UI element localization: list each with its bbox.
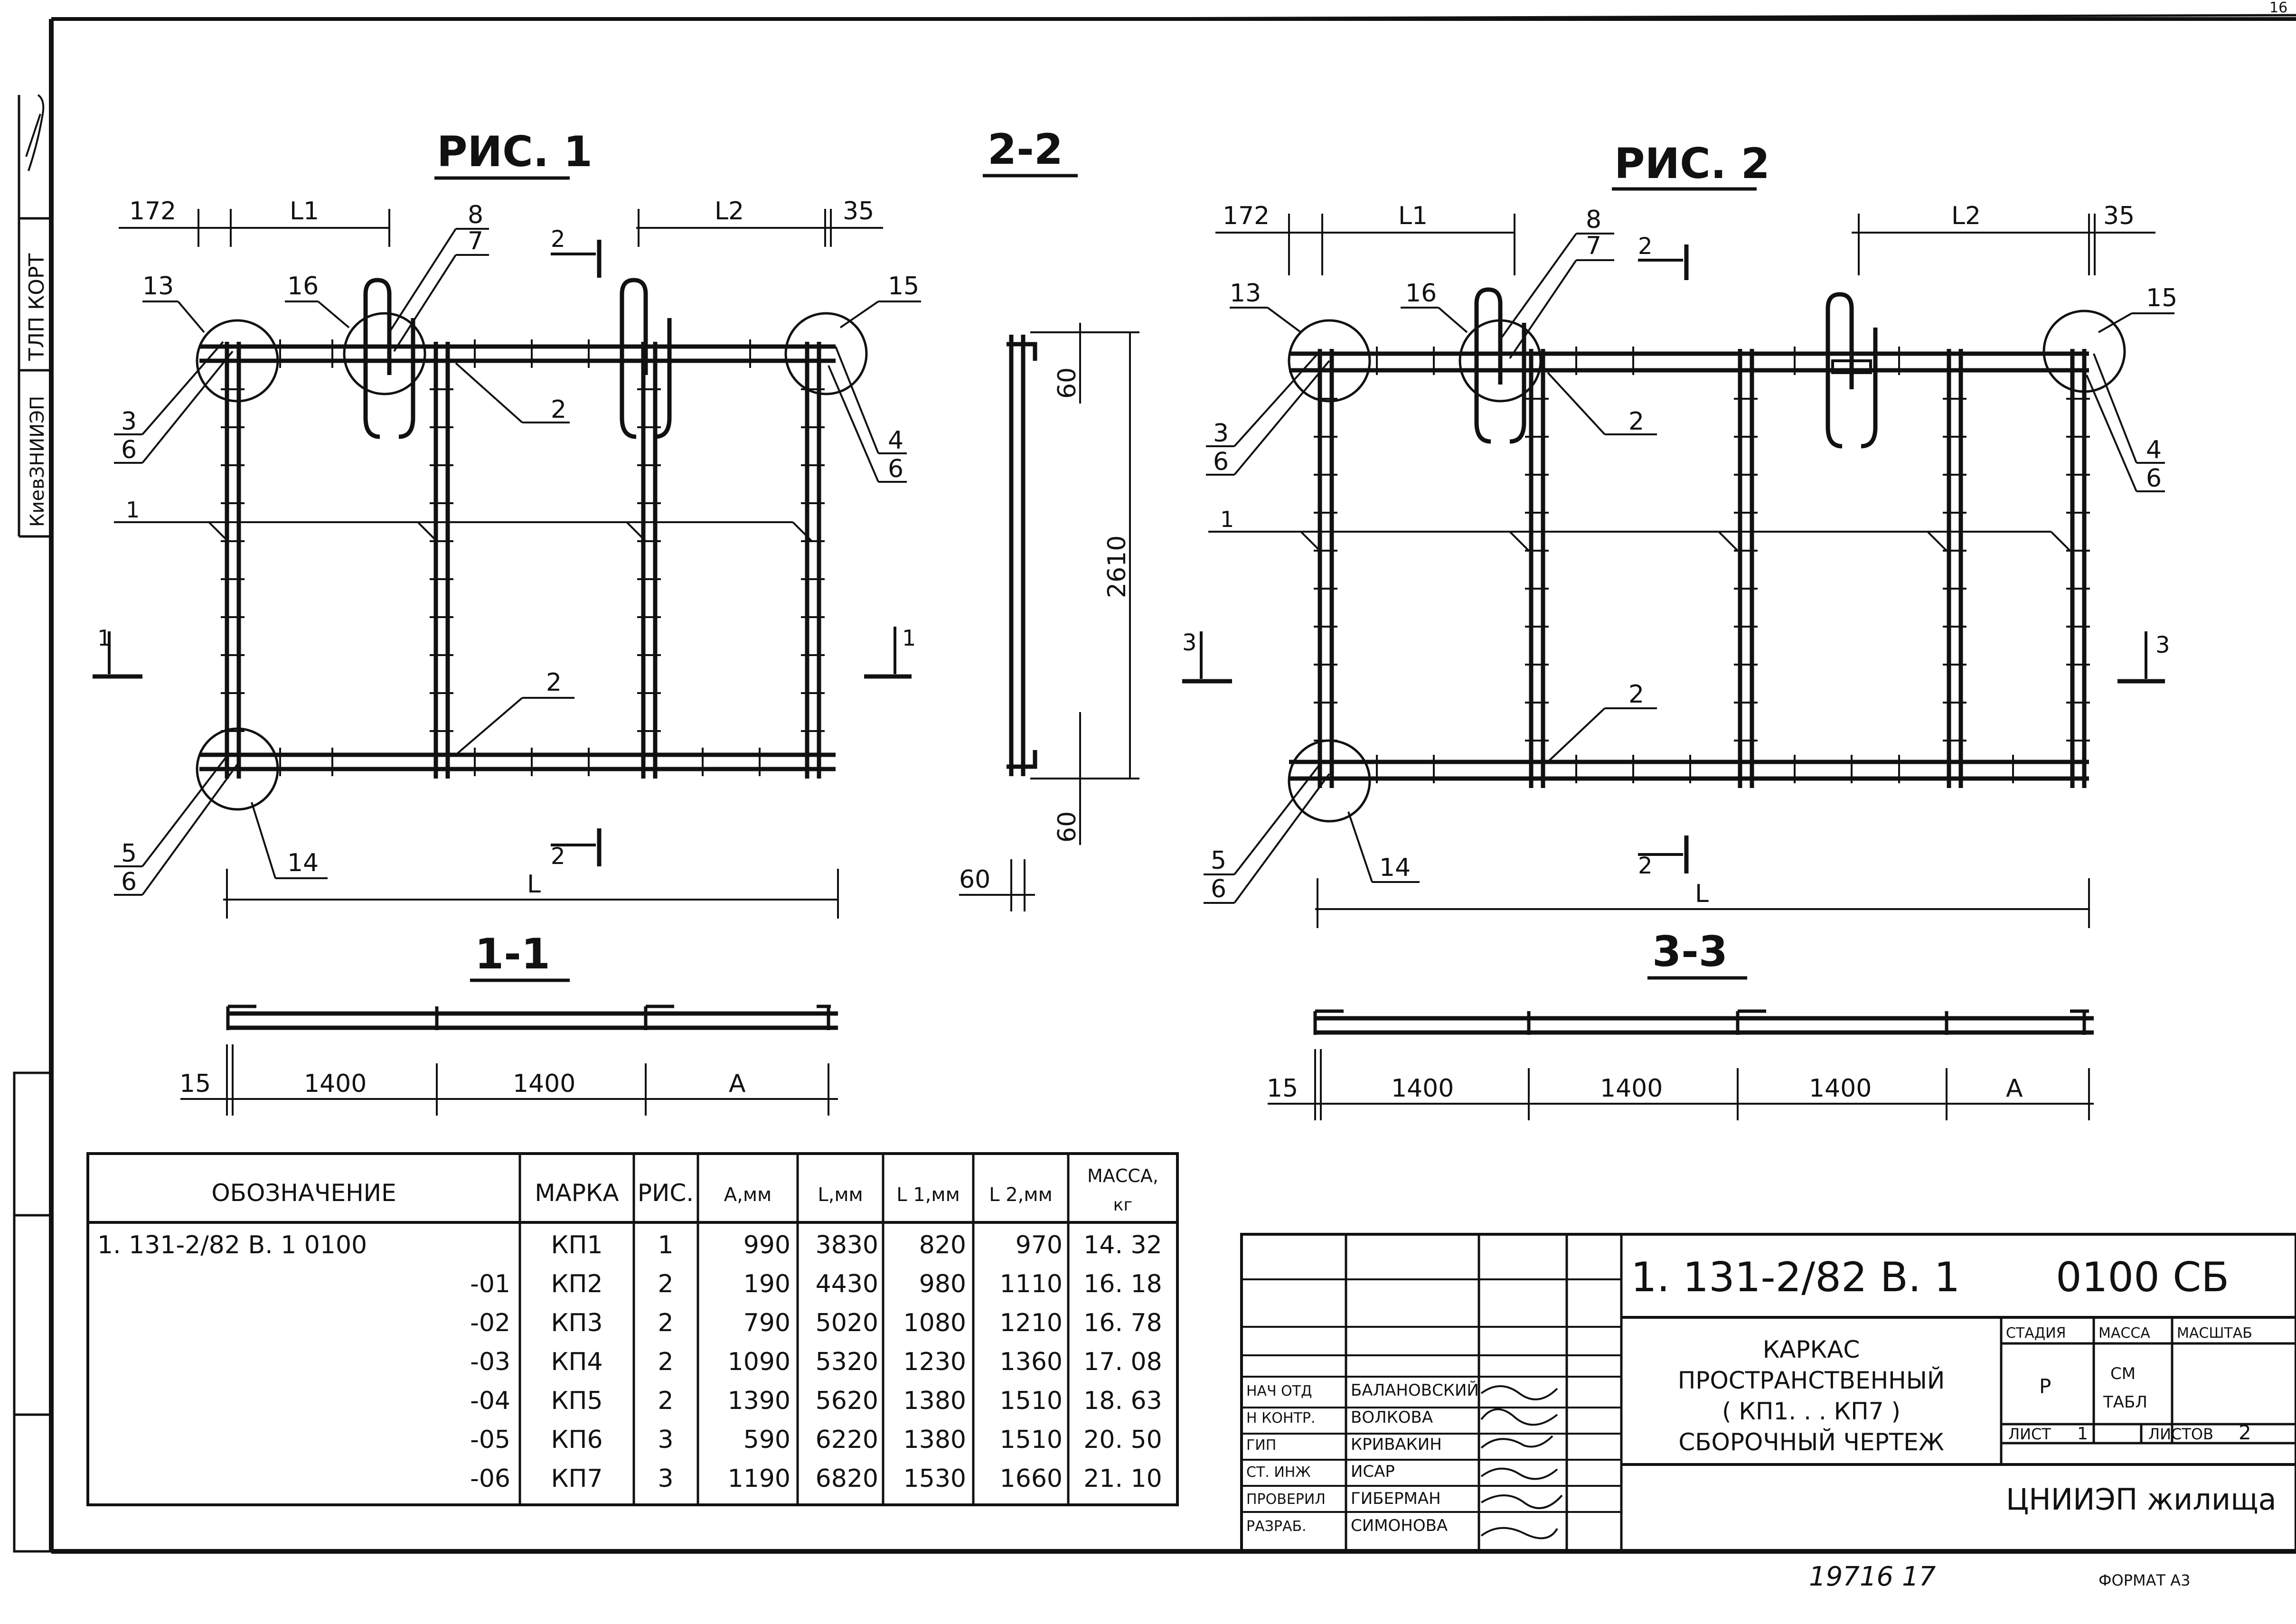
spec-cell-mass: 21. 10: [1083, 1464, 1162, 1493]
spec-cell-a: 1090: [727, 1348, 790, 1376]
spec-cell-fig: 1: [658, 1231, 674, 1259]
tb-organization: ЦНИИЭП жилища: [2006, 1482, 2277, 1517]
tb-signatures: [1481, 1386, 1562, 1538]
tb-role-label: ПРОВЕРИЛ: [1246, 1491, 1326, 1508]
spec-cell-l: 3830: [815, 1231, 878, 1259]
fig2-callout-2b: 2: [1628, 680, 1645, 709]
fig2-callout-5: 5: [1211, 846, 1227, 875]
fig1-reinforcement-cage: [199, 280, 836, 779]
tb-sheet-label: ЛИСТ: [2008, 1425, 2051, 1443]
fig2-view: [1182, 139, 2177, 928]
fig1-sec2-bottom-label: 2: [551, 843, 565, 870]
fig2-callout-7: 7: [1586, 232, 1602, 260]
fig1-dim-l2: L2: [715, 197, 744, 225]
tb-sheets-value: 2: [2239, 1421, 2251, 1444]
spec-cell-fig: 2: [658, 1270, 674, 1298]
fig1-callout-2a: 2: [551, 395, 567, 424]
fig1-sec1-right-label: 1: [902, 625, 916, 651]
tb-sheets-label: ЛИСТОВ: [2148, 1425, 2214, 1443]
tb-role-name: СИМОНОВА: [1351, 1516, 1448, 1535]
tb-sheet-value: 1: [2077, 1424, 2088, 1444]
fig2-callout-8: 8: [1586, 206, 1602, 234]
spec-cell-mark: КП2: [551, 1270, 603, 1298]
footer-inventory: 19716 17: [1809, 1561, 1936, 1592]
fig1-dim-35: 35: [843, 197, 875, 225]
fig1-callout-2b: 2: [546, 668, 562, 697]
spec-cell-mass: 18. 63: [1083, 1387, 1162, 1415]
section-2-2: [959, 125, 1139, 911]
fig1-callout-6b: 6: [888, 455, 904, 483]
fig1-callout-16: 16: [287, 272, 319, 300]
fig1-title: РИС. 1: [437, 127, 593, 176]
sec22-dim-width: 60: [959, 865, 991, 894]
spec-cell-l2: 1510: [999, 1387, 1063, 1415]
sec11-dim-3: A: [729, 1070, 746, 1098]
spec-cell-a: 1390: [727, 1387, 790, 1415]
spec-cell-fig: 3: [658, 1426, 674, 1454]
fig2-sec3-left-label: 3: [1182, 629, 1197, 656]
spec-cell-l1: 1380: [903, 1426, 966, 1454]
fig1-callout-4: 4: [888, 426, 904, 455]
tb-role-label: СТ. ИНЖ: [1246, 1464, 1311, 1481]
tb-mass-label: МАССА: [2098, 1325, 2150, 1342]
tb-role-name: ГИБЕРМАН: [1351, 1489, 1441, 1508]
tb-title-line4: СБОРОЧНЫЙ ЧЕРТЕЖ: [1678, 1428, 1944, 1456]
sec11-dim-0: 15: [179, 1070, 211, 1098]
fig2-dim-l: L: [1695, 880, 1709, 908]
spec-header-mass: МАССА,: [1087, 1165, 1158, 1186]
spec-cell-fig: 3: [658, 1464, 674, 1493]
spec-header-designation: ОБОЗНАЧЕНИЕ: [211, 1179, 396, 1207]
spec-cell-fig: 2: [658, 1348, 674, 1376]
spec-cell-a: 190: [743, 1270, 790, 1298]
spec-cell-l2: 1110: [999, 1270, 1063, 1298]
spec-cell-l2: 970: [1015, 1231, 1063, 1259]
fig2-callout-6c: 6: [1211, 875, 1227, 903]
fig1-sec2-top-label: 2: [551, 226, 565, 253]
spec-cell-l2: 1210: [999, 1309, 1063, 1337]
tb-scale-label: МАСШТАБ: [2177, 1325, 2252, 1342]
left-binding-box: [14, 1073, 51, 1551]
tb-doc-suffix: 0100 СБ: [2056, 1254, 2230, 1301]
fig2-sec2-top-label: 2: [1638, 233, 1653, 260]
page-number: 16: [2269, 0, 2288, 16]
tb-title-line1: КАРКАС: [1762, 1336, 1860, 1363]
sec22-dim-top: 60: [1053, 367, 1082, 399]
spec-cell-l: 5020: [815, 1309, 878, 1337]
fig1-callout-6c: 6: [121, 868, 137, 896]
spec-cell-mark: КП5: [551, 1387, 603, 1415]
spec-table-body: [97, 1231, 1162, 1493]
fig2-callout-16: 16: [1405, 279, 1437, 308]
spec-cell-designation: -01: [470, 1270, 510, 1298]
spec-cell-designation: -03: [470, 1348, 510, 1376]
fig2-callout-13: 13: [1230, 279, 1261, 308]
fig2-callout-6a: 6: [1213, 448, 1229, 476]
spec-cell-a: 1190: [727, 1464, 790, 1493]
tb-role-name: БАЛАНОВСКИЙ: [1351, 1381, 1479, 1400]
fig2-dim-172: 172: [1223, 202, 1270, 230]
tb-role-label: ГИП: [1246, 1437, 1277, 1454]
sec11-title: 1-1: [475, 929, 550, 978]
spec-table-header: [211, 1165, 1158, 1215]
fig1-callout-3: 3: [121, 407, 137, 436]
spec-cell-mark: КП1: [551, 1231, 603, 1259]
spec-cell-l1: 820: [919, 1231, 966, 1259]
spec-cell-fig: 2: [658, 1387, 674, 1415]
spec-cell-designation: -06: [470, 1464, 510, 1493]
spec-cell-l: 4430: [815, 1270, 878, 1298]
sec33-dim-0: 15: [1267, 1074, 1299, 1103]
fig2-reinforcement-cage: [1289, 290, 2090, 788]
tb-role-name: ИСАР: [1351, 1462, 1395, 1481]
spec-cell-l2: 1660: [999, 1464, 1063, 1493]
fig1-dim-l: L: [527, 870, 541, 899]
spec-cell-mark: КП6: [551, 1426, 603, 1454]
spec-header-l2: L 2,мм: [989, 1184, 1053, 1206]
spec-cell-mass: 17. 08: [1083, 1348, 1162, 1376]
spec-cell-designation: -04: [470, 1387, 510, 1415]
tb-role-name: ВОЛКОВА: [1351, 1408, 1433, 1427]
fig1-callout-15: 15: [888, 272, 920, 300]
fig1-dim-172: 172: [129, 197, 177, 225]
sec11-dim-2: 1400: [513, 1070, 576, 1098]
sec33-dim-1: 1400: [1391, 1074, 1454, 1103]
fig2-callout-3: 3: [1213, 419, 1229, 448]
fig2-callout-4: 4: [2146, 436, 2162, 464]
stamp-org2: ТЛП КОРТ: [25, 253, 49, 361]
fig2-sec3-right-label: 3: [2155, 632, 2170, 658]
sec11-dim-1: 1400: [304, 1070, 367, 1098]
spec-cell-mark: КП3: [551, 1309, 603, 1337]
sec22-title: 2-2: [988, 125, 1063, 174]
spec-cell-mass: 20. 50: [1083, 1426, 1162, 1454]
fig2-callout-15: 15: [2146, 284, 2178, 312]
spec-cell-designation: -02: [470, 1309, 510, 1337]
spec-cell-a: 790: [743, 1309, 790, 1337]
tb-role-label: НАЧ ОТД: [1246, 1383, 1312, 1399]
spec-header-a: A,мм: [724, 1184, 772, 1206]
fig1-dim-l1: L1: [290, 197, 320, 225]
tb-role-label: РАЗРАБ.: [1246, 1518, 1307, 1535]
footer-format: ФОРМАТ А3: [2098, 1571, 2191, 1589]
fig1-callout-6a: 6: [121, 436, 137, 464]
fig2-callout-6b: 6: [2146, 464, 2162, 493]
fig1-callout-8: 8: [468, 201, 484, 229]
fig1-callout-5: 5: [121, 839, 137, 868]
sec33-title: 3-3: [1652, 927, 1728, 976]
fig1-callout-14: 14: [287, 849, 319, 877]
section-3-3: [1267, 927, 2094, 1120]
fig1-callout-7: 7: [468, 227, 484, 255]
fig2-callouts: [1204, 206, 2177, 903]
fig2-dim-l2: L2: [1951, 202, 1981, 230]
spec-cell-l: 6220: [815, 1426, 878, 1454]
tb-stage-value: Р: [2039, 1375, 2051, 1398]
tb-role-label: Н КОНТР.: [1246, 1410, 1316, 1427]
tb-mass-value-2: ТАБЛ: [2103, 1393, 2147, 1412]
spec-cell-l1: 1380: [903, 1387, 966, 1415]
tb-stage-label: СТАДИЯ: [2006, 1325, 2066, 1342]
left-stamp: [14, 95, 51, 1551]
spec-cell-mass: 14. 32: [1083, 1231, 1162, 1259]
sec22-dim-height: 2610: [1103, 535, 1131, 598]
spec-cell-l: 5620: [815, 1387, 878, 1415]
spec-cell-l1: 980: [919, 1270, 966, 1298]
stamp-org1: КиевЗНИИЭП: [27, 395, 48, 527]
spec-header-mark: МАРКА: [535, 1179, 619, 1207]
tb-doc-code: 1. 131-2/82 В. 1: [1631, 1254, 1960, 1301]
spec-cell-a: 590: [743, 1426, 790, 1454]
spec-header-mass-unit: кг: [1113, 1195, 1133, 1215]
spec-cell-mark: КП7: [551, 1464, 603, 1493]
fig2-callout-14: 14: [1379, 854, 1411, 882]
tb-title-line3: ( КП1. . . КП7 ): [1722, 1398, 1901, 1425]
spec-table: [88, 1154, 1177, 1505]
spec-cell-l2: 1360: [999, 1348, 1063, 1376]
spec-cell-l2: 1510: [999, 1426, 1063, 1454]
spec-cell-fig: 2: [658, 1309, 674, 1337]
spec-cell-l: 6820: [815, 1464, 878, 1493]
fig1-callouts: [114, 201, 921, 896]
spec-cell-designation: -05: [470, 1426, 510, 1454]
fig1-callout-13: 13: [142, 272, 174, 300]
spec-cell-l1: 1230: [903, 1348, 966, 1376]
sec22-dim-bottom: 60: [1053, 811, 1082, 843]
fig2-title: РИС. 2: [1614, 139, 1770, 188]
sec33-dim-2: 1400: [1600, 1074, 1663, 1103]
tb-mass-value-1: СМ: [2110, 1364, 2136, 1383]
spec-cell-l1: 1080: [903, 1309, 966, 1337]
spec-cell-designation: 1. 131-2/82 В. 1 0100: [97, 1231, 367, 1259]
spec-header-fig: РИС.: [637, 1179, 694, 1207]
fig2-callout-2a: 2: [1628, 407, 1645, 436]
fig2-dim-35: 35: [2103, 202, 2135, 230]
fig2-callout-1: 1: [1220, 507, 1234, 532]
spec-cell-l1: 1530: [903, 1464, 966, 1493]
spec-cell-mass: 16. 18: [1083, 1270, 1162, 1298]
fig1-callout-1: 1: [126, 497, 140, 523]
tb-title-line2: ПРОСТРАНСТВЕННЫЙ: [1677, 1367, 1945, 1394]
fig1-sec1-left-label: 1: [97, 625, 112, 651]
sec33-dim-4: A: [2006, 1074, 2023, 1103]
spec-cell-a: 990: [743, 1231, 790, 1259]
fig1-view: [93, 127, 921, 919]
title-block: [1242, 1234, 2296, 1551]
section-1-1: [179, 929, 838, 1116]
tb-role-name: КРИВАКИН: [1351, 1435, 1442, 1454]
fig2-sec2-bottom-label: 2: [1638, 853, 1653, 879]
spec-cell-mass: 16. 78: [1083, 1309, 1162, 1337]
fig2-dim-l1: L1: [1398, 202, 1428, 230]
spec-cell-mark: КП4: [551, 1348, 603, 1376]
spec-header-l: L,мм: [818, 1184, 863, 1206]
spec-cell-l: 5320: [815, 1348, 878, 1376]
stamp-signature: [26, 95, 43, 171]
spec-header-l1: L 1,мм: [896, 1184, 960, 1206]
sec33-dim-3: 1400: [1809, 1074, 1872, 1103]
